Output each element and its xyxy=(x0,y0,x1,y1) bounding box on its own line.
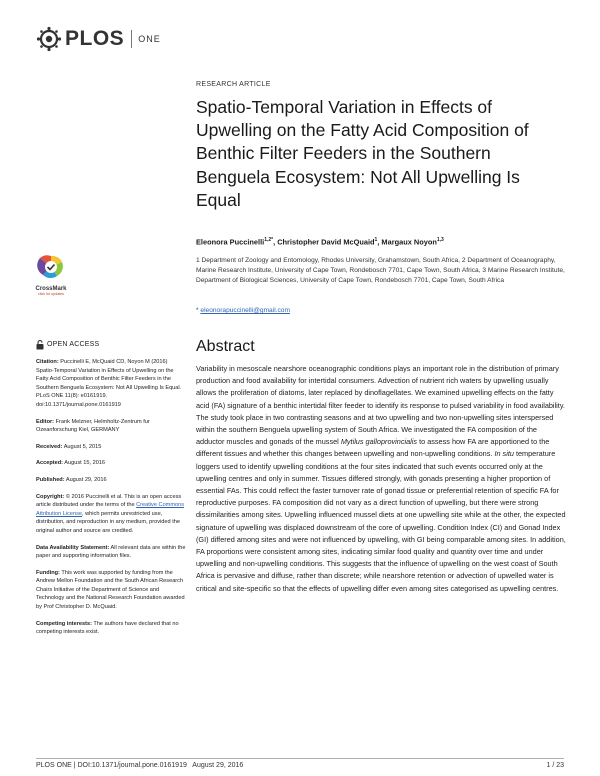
citation-label: Citation: xyxy=(36,359,59,365)
crossmark-sub: click for updates xyxy=(38,292,64,296)
citation-text: Puccinelli E, McQuaid CD, Noyon M (2016) Spatio-Temporal Variation in Effects of Upwelling on the Fatty Acid Composition of Benthic Filter Feeders in the Southern Benguela Ecosystem: Not All Upwelling Is Equal. PLoS ONE 11(8): e0161919. doi:10.1371/journal.pone.0161919 xyxy=(36,359,182,408)
crossmark-label: CrossMark xyxy=(35,286,67,292)
logo-word: PLOS xyxy=(65,27,125,50)
author-separator: , xyxy=(273,237,278,247)
received-label: Received: xyxy=(36,443,63,450)
open-lock-icon xyxy=(36,340,44,350)
accepted-date: August 15, 2016 xyxy=(64,460,106,467)
email-link[interactable]: eleonorapuccinelli@gmail.com xyxy=(200,307,290,314)
competing-interests-block xyxy=(36,620,186,637)
received-date: August 5, 2015 xyxy=(63,443,102,450)
footer-divider xyxy=(36,758,564,759)
author-list xyxy=(196,237,444,246)
author-name[interactable]: Eleonora Puccinelli xyxy=(196,237,265,247)
footer-citation: PLOS ONE | DOI:10.1371/journal.pone.0161919 August 29, 2016 xyxy=(36,762,244,769)
open-access-label: OPEN ACCESS xyxy=(47,340,100,348)
copyright-text-end: , which permits unrestricted use, distribution, and reproduction in any medium, provided the original author and source are credited. xyxy=(36,510,180,534)
article-title: Spatio-Temporal Variation in Effects of Upwelling on the Fatty Acid Composition of Benthic Filter Feeders in the Southern Benguela Ecosystem: Not All Upwelling Is Equal xyxy=(196,97,529,210)
funding-label: Funding: xyxy=(36,569,60,576)
copyright-text: © 2016 Puccinelli et al. This is an open access article distributed under the terms of the xyxy=(36,493,182,509)
logo-separator xyxy=(131,30,132,48)
plos-logo-icon xyxy=(36,26,62,52)
open-access-badge xyxy=(36,340,186,350)
species-name: Mytilus galloprovincialis xyxy=(340,437,418,447)
author-affiliation-marker: 1 xyxy=(374,237,378,243)
corresponding-marker: * xyxy=(271,237,274,243)
editor-text: Frank Melzner, Helmholtz-Zentrum fur Ozeanforschung Kiel, GERMANY xyxy=(36,418,150,434)
corresponding-marker: * xyxy=(196,307,199,314)
competing-interests-text: The authors have declared that no competing interests exist. xyxy=(36,620,179,636)
editor-block xyxy=(36,418,186,435)
plos-one-logo[interactable] xyxy=(36,26,161,52)
editor-label: Editor: xyxy=(36,418,55,425)
data-availability-block xyxy=(36,544,186,561)
affiliations: 1 Department of Zoology and Entomology, Rhodes University, Grahamstown, South Africa, 2 Department of Oceanography, Marine Research Institute, University of Cape Town, Rondebosch 7701, Cape Town, South Africa, 3 Marine Research Institute, Department of Biological Sciences, University of Cape Town, Rondebosch 7701, Cape Town, South Africa xyxy=(196,257,565,285)
correspondence xyxy=(196,307,290,314)
crossmark-badge[interactable] xyxy=(32,254,70,296)
license-link[interactable]: Creative Commons Attribution License xyxy=(36,502,185,517)
author-affiliation-marker: 1,3 xyxy=(436,237,444,243)
author-name[interactable]: Margaux Noyon xyxy=(381,237,437,247)
copyright-label: Copyright: xyxy=(36,493,65,500)
competing-interests-label: Competing interests: xyxy=(36,620,92,627)
abstract-part-1: Variability in mesoscale nearshore oceanographic conditions plays an important role in the distribution of primary production and food availability for intertidal consumers. Advection of nutrient rich waters by upwelling usually allows the proliferation of diatoms, later replaced by dinoflagellates. We examined upwelling effects on the fatty acid (FA) signature of a benthic intertidal filter feeder to identify its response to pulsed variability in food availability. The study took place in two contrasting seasons and at two upwelling and two non-upwelling sites interspersed within the southern Benguela upwelling system of South Africa. We investigated the FA composition of the adductor muscles and gonads of the mussel xyxy=(196,364,565,447)
abstract-body xyxy=(196,363,566,595)
received-block xyxy=(36,443,186,452)
page-number: 1 / 23 xyxy=(546,762,564,769)
data-availability-label: Data Availability Statement: xyxy=(36,544,110,551)
published-label: Published: xyxy=(36,476,65,483)
abstract-part-2: to assess how FA are apportioned to the different tissues and whether this changes between upwelling and non-upwelling conditions. xyxy=(196,437,550,459)
article-type: RESEARCH ARTICLE xyxy=(196,81,271,88)
crossmark-icon xyxy=(37,254,65,280)
copyright-block xyxy=(36,493,186,536)
published-block xyxy=(36,476,186,485)
citation-block xyxy=(36,358,186,410)
data-availability-text: All relevant data are within the paper and supporting information files. xyxy=(36,544,186,560)
author-separator: , xyxy=(377,237,382,247)
accepted-label: Accepted: xyxy=(36,460,64,467)
in-situ-term: In situ xyxy=(494,449,514,459)
accepted-block xyxy=(36,459,186,468)
abstract-heading: Abstract xyxy=(196,338,255,355)
published-date: August 29, 2016 xyxy=(65,476,107,483)
funding-block xyxy=(36,569,186,612)
article-info-sidebar xyxy=(36,340,186,645)
author-affiliation-marker: 1,2 xyxy=(264,237,272,243)
funding-text: This work was supported by funding from the Andrew Mellon Foundation and the South African Research Chairs Initiative of the Department of Science and Technology and the National Research Foundation awarded by Prof Christopher D. McQuaid. xyxy=(36,569,185,611)
logo-sub: ONE xyxy=(138,34,161,44)
abstract-part-3: temperature loggers used to identify upwelling conditions at the four sites indicated that such events occurred only at the upwelling centres and only in summer. Tissues differed strongly, with gonads presenting a higher proportion of essential FAs. This could reflect the faster turnover rate of gonad tissue or preferential retention of specific FA for reproductive purposes. FA composition did not vary as a direct function of upwelling, but there were strong dissimilarities among sites. Upwelling influenced mussel diets at one upwelling site while at the other, the expected signature of upwelling was displaced downstream of the core of upwelling. Condition Index (CI) and Gonad Index (GI) differed among sites and were not influenced by upwelling, with GI being comparable among sites. In addition, FA proportions were consistent among sites, indicating similar food quality and quantity over time and under upwelling and non-upwelling conditions. This suggests that the influence of upwelling on the west coast of South Africa is pervasive and diffuse, rather than discrete; while nearshore retention or advection of upwelled water is critical and site-specific so that the effects of upwelling differ even among sites categorised as upwelling centres. xyxy=(196,449,566,593)
author-name[interactable]: Christopher David McQuaid xyxy=(277,237,375,247)
